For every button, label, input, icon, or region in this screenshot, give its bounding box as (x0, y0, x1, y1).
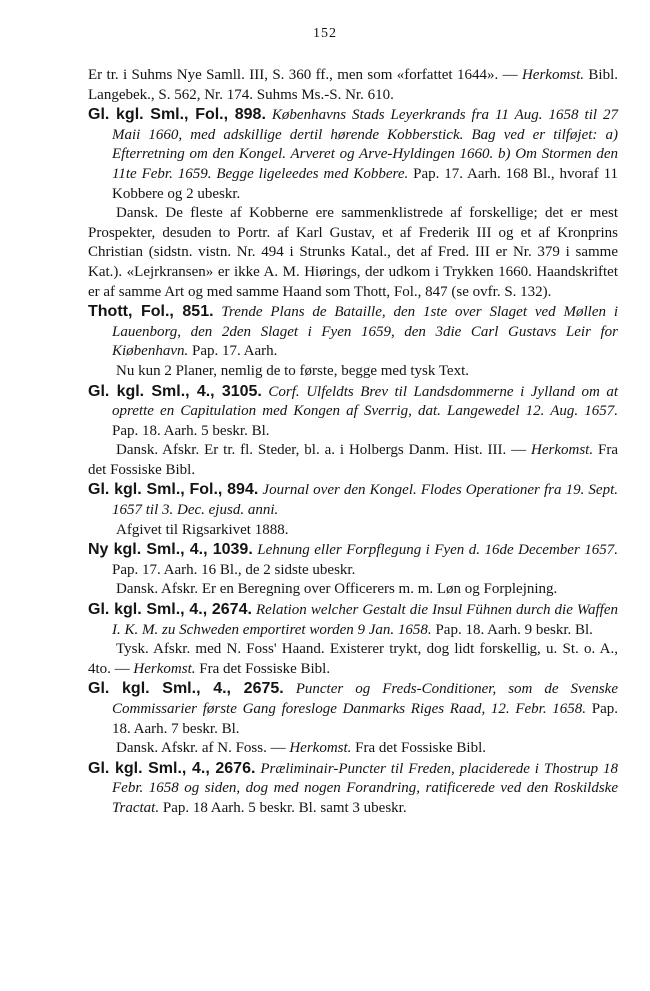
entry-note-block (88, 441, 618, 480)
entry-title: Præliminair-Puncter til Freden, placiderede i Thostrup 18 Febr. 1658 og siden, dog med nogen Forandring, ratificerede ved den Roskildske Tractat. (112, 760, 618, 816)
entry-note: Nu kun 2 Planer, nemlig de to første, begge med tysk Text. (116, 362, 470, 379)
shelfmark: Thott, Fol., 851. (88, 303, 214, 321)
entry-description: Pap. 18 Aarh. 5 beskr. Bl. samt 3 ubeskr. (162, 799, 407, 816)
catalogue-entry (88, 759, 618, 819)
page-number: 152 (313, 26, 337, 41)
catalogue-entry (88, 382, 618, 442)
entry-note: Dansk. Afskr. Er en Beregning over Officerers m. m. Løn og Forplejning. (116, 581, 558, 598)
shelfmark: Gl. kgl. Sml., 4., 2676. (88, 759, 256, 777)
entry-note: Tysk. Afskr. med N. Foss' Haand. Existerer trykt, dog lidt forskellig, u. St. o. A., 4to. — (88, 641, 618, 677)
entry-note: Er tr. i Suhms Nye Samll. III, S. 360 ff., men som «forfattet 1644». — (88, 67, 518, 83)
entry-description: Pap. 17. Aarh. 168 Bl., hvoraf 11 Kobbere og 2 ubeskr. (112, 165, 619, 202)
herkomst-label: Herkomst. (521, 67, 585, 83)
entry-note: Dansk. Afskr. Er tr. fl. Steder, bl. a. i Holbergs Danm. Hist. III. — (116, 442, 527, 459)
entry-note: Dansk. De fleste af Kobberne ere sammenklistrede af forskellige; det er mest Prospekter, desuden to Portr. af Karl Gustav, et af Frederik III og et af Kronprins Christian (sidstn. vistn. Nr. 494 i Strunks Katal., det af Fred. III er Nr. 379 i samme Kat.). «Lejrkransen» er ikke A. M. Hiørings, der udkom i Trykken 1660. Haandskriftet er af samme Art og med samme Haand som Thott, Fol., 847 (se ovfr. S. 132). (88, 205, 618, 300)
catalogue-entry (88, 600, 618, 640)
entry-note: Afgivet til Rigsarkivet 1888. (116, 521, 289, 538)
entry-title: Lehnung eller Forpflegung i Fyen d. 16de December 1657. (257, 542, 619, 559)
entry-title: Relation welcher Gestalt die Insul Fühnen durch die Waffen I. K. M. zu Schweden emportiret worden 9 Jan. 1658. (112, 602, 619, 638)
herkomst-label: Herkomst. (133, 660, 196, 677)
entry-title: Trende Plans de Bataille, den 1ste over Slaget ved Møllen i Lauenborg, den 2den Slaget i Fyen 1659, den 3die Carl Gustavs Leir for Kiøbenhavn. (112, 304, 619, 360)
shelfmark: Gl. kgl. Sml., 4., 3105. (88, 382, 262, 400)
entry-title: Puncter og Freds-Conditioner, som de Svenske Commissarier første Gang foresloge Danmarks Riges Raad, 12. Febr. 1658. (112, 681, 618, 717)
entry-note-block (88, 739, 618, 759)
shelfmark: Gl. kgl. Sml., 4., 2675. (88, 680, 284, 698)
entry-description: Pap. 18. Aarh. 9 beskr. Bl. (435, 621, 593, 638)
shelfmark: Gl. kgl. Sml., Fol., 894. (88, 481, 259, 499)
entry-note-block (88, 640, 618, 679)
entry-title: Københavns Stads Leyerkrands fra 11 Aug. 1658 til 27 Maii 1660, med adskillige dertil hørende Kobberstick. Bag ved er tilføjet: a) Efterretning om den Kongel. Arveret og Arve-Hyldingen 1660. b) Om Stormen den 11te Febr. 1659. Begge ligeleedes med Kobbere. (112, 107, 619, 182)
catalogue-entry (88, 302, 618, 362)
entry-note: Fra det Fossiske Bibl. (88, 442, 618, 478)
entry-title: Journal over den Kongel. Flodes Operationer fra 19. Sept. 1657 til 3. Dec. ejusd. anni. (112, 482, 619, 519)
entry-note: Fra det Fossiske Bibl. (199, 660, 331, 677)
entry-note: Fra det Fossiske Bibl. (355, 740, 487, 757)
continuation-entry (88, 66, 618, 105)
entry-note: Dansk. Afskr. af N. Foss. — (116, 740, 286, 757)
shelfmark: Gl. kgl. Sml., Fol., 898. (88, 106, 266, 124)
catalogue-entry (88, 105, 618, 204)
catalogue-entry (88, 679, 618, 739)
shelfmark: Gl. kgl. Sml., 4., 2674. (88, 601, 252, 619)
entry-description: Pap. 18. Aarh. 5 beskr. Bl. (112, 422, 270, 439)
entry-description: Pap. 17. Aarh. (192, 343, 278, 360)
catalogue-entry (88, 540, 618, 580)
herkomst-label: Herkomst. (289, 740, 352, 757)
herkomst-label: Herkomst. (531, 442, 594, 459)
catalogue-page (88, 66, 618, 819)
entry-note: Bibl. Langebek., S. 562, Nr. 174. Suhms Ms.-S. Nr. 610. (88, 67, 619, 103)
shelfmark: Ny kgl. Sml., 4., 1039. (88, 541, 253, 559)
catalogue-entry (88, 480, 618, 520)
entry-title: Corf. Ulfeldts Brev til Landsdommerne i Jylland om at oprette en Capitulation med Kongen af Sverrig, dat. Langewedel 12. Aug. 1657. (112, 383, 618, 420)
entry-description: Pap. 18. Aarh. 7 beskr. Bl. (112, 701, 619, 737)
entry-description: Pap. 17. Aarh. 16 Bl., de 2 sidste ubeskr. (112, 561, 356, 578)
